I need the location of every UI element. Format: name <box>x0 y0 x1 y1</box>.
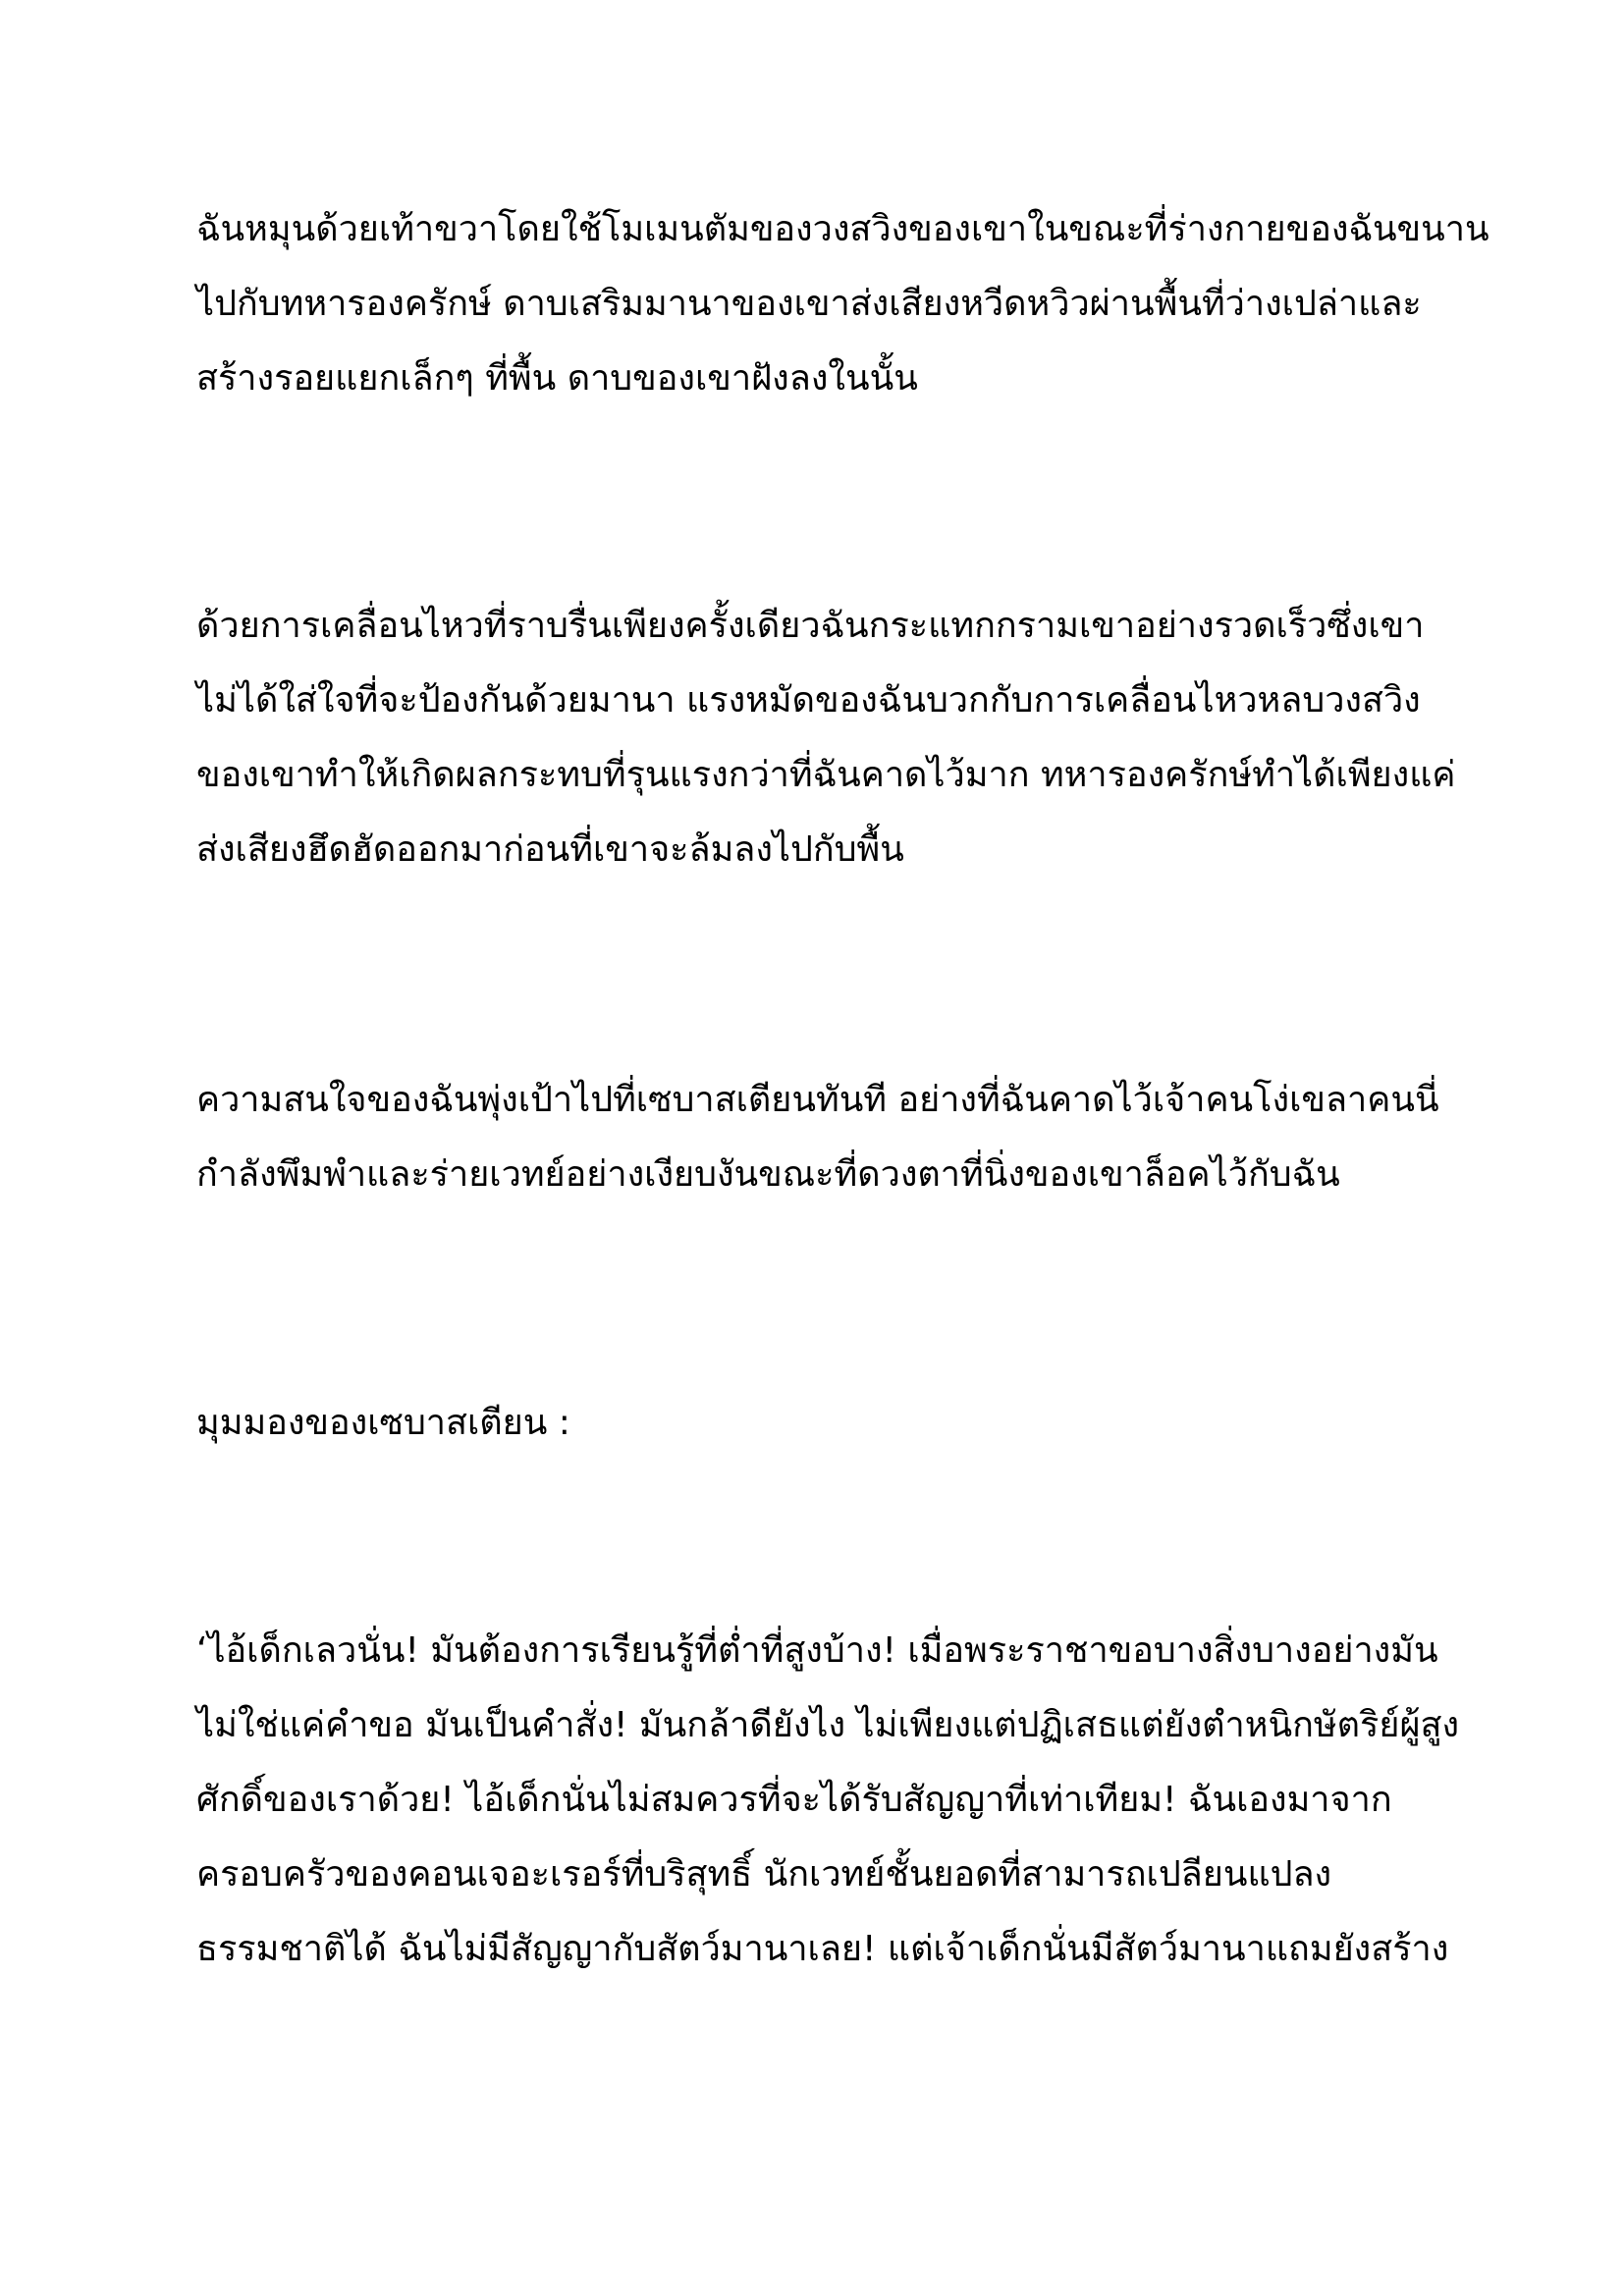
section-heading <box>196 1386 1473 1461</box>
text-line: มุมมองของเซบาสเตียน : <box>196 1403 570 1443</box>
paragraph-1 <box>196 192 1489 416</box>
text-line: ไปกับทหารองครักษ์ ดาบเสริมมานาของเขาส่งเสียงหวีดหวิวผ่านพื้นที่ว่างเปล่าและ <box>196 284 1422 324</box>
paragraph-3 <box>196 1063 1473 1212</box>
text-line: ฉันหมุนด้วยเท้าขวาโดยใช้โมเมนตัมของวงสวิงของเขาในขณะที่ร่างกายของฉันขนาน <box>196 209 1489 249</box>
text-line: ครอบครัวของคอนเจอะเรอร์ที่บริสุทธิ์ นักเวทย์ชั้นยอดที่สามารถเปลียนแปลง <box>196 1854 1332 1895</box>
text-line: กำลังพึมพำและร่ายเวทย์อย่างเงียบงันขณะที่ดวงตาที่นิ่งของเขาล็อคไว้กับฉัน <box>196 1154 1340 1195</box>
paragraph-2 <box>196 589 1473 887</box>
text-line: ส่งเสียงฮึดฮัดออกมาก่อนที่เขาจะล้มลงไปกับพื้น <box>196 829 904 870</box>
text-line: ไม่ใช่แค่คำขอ มันเป็นคำสั่ง! มันกล้าดียังไง ไม่เพียงแต่ปฏิเสธแต่ยังตำหนิกษัตริย์ผู้สูง <box>196 1705 1460 1745</box>
text-line: ของเขาทำให้เกิดผลกระทบที่รุนแรงกว่าที่ฉันคาดไว้มาก ทหารองครักษ์ทำได้เพียงแค่ <box>196 755 1456 795</box>
text-line: ด้วยการเคลื่อนไหวที่ราบรื่นเพียงครั้งเดียวฉันกระแทกกรามเขาอย่างรวดเร็วซึ่งเขา <box>196 606 1425 646</box>
text-line: ไม่ได้ใส่ใจที่จะป้องกันด้วยมานา แรงหมัดของฉันบวกกับการเคลื่อนไหวหลบวงสวิง <box>196 680 1421 721</box>
text-line: ความสนใจของฉันพุ่งเป้าไปที่เซบาสเตียนทันที อย่างที่ฉันคาดไว้เจ้าคนโง่เขลาคนนี่ <box>196 1080 1439 1120</box>
text-line: สร้างรอยแยกเล็กๆ ที่พื้น ดาบของเขาฝังลงในนั้น <box>196 358 918 399</box>
text-line: ‘ไอ้เด็กเลวนั่น! มันต้องการเรียนรู้ที่ต่ำที่สูงบ้าง! เมื่อพระราชาขอบางสิ่งบางอย่างมัน <box>196 1630 1438 1671</box>
paragraph-4 <box>196 1614 1473 1987</box>
text-line: ธรรมชาติได้ ฉันไม่มีสัญญากับสัตว์มานาเลย! แต่เจ้าเด็กนั่นมีสัตว์มานาแถมยังสร้าง <box>196 1929 1449 1969</box>
text-line: ศักดิ์ของเราด้วย! ไอ้เด็กนั่นไม่สมควรที่จะได้รับสัญญาที่เท่าเทียม! ฉันเองมาจาก <box>196 1780 1392 1820</box>
